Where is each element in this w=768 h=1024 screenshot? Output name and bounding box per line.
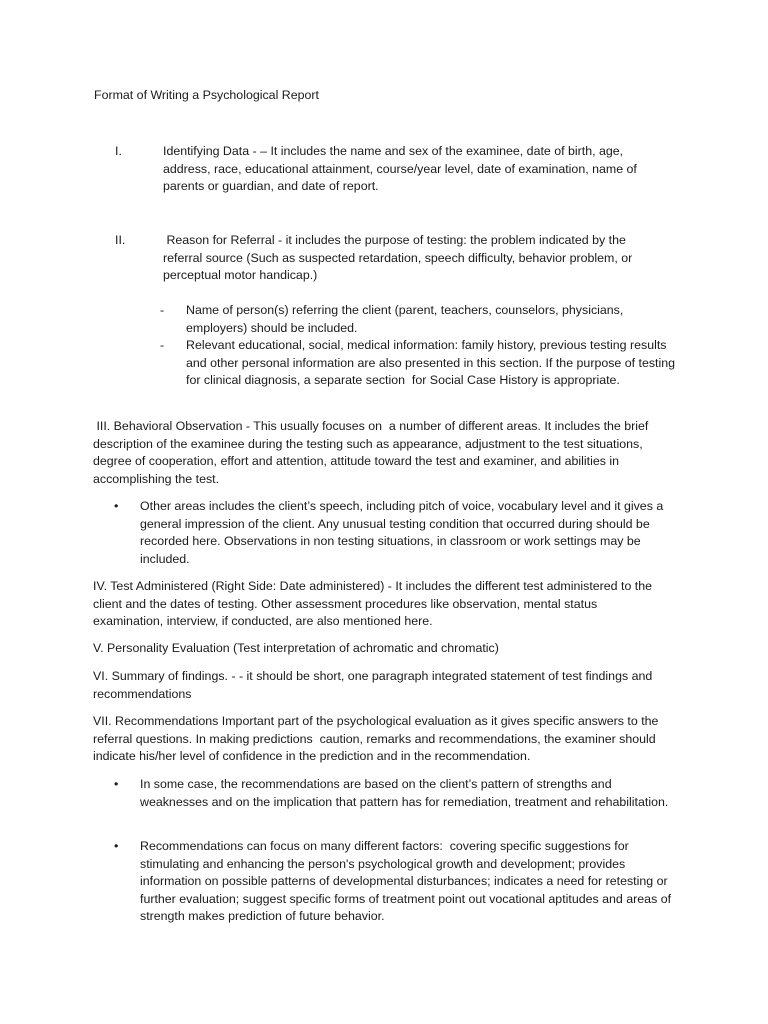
section-behavioral-observation: III. Behavioral Observation - This usually focuses on a number of different areas. It includes the brief description of the examinee during the testing such as appearance, adjustment to the test situations, degree of cooperation, effort and attention, attitude toward the test and examiner, and abilities in accomplishing the test. <box>93 419 652 486</box>
dash-marker: - <box>160 338 165 352</box>
bullet-marker: • <box>114 839 119 853</box>
section-text: Reason for Referral - it includes the purpose of testing: the problem indicated by the referral source (Such as suspected retardation, speech difficulty, behavior problem, or perceptual motor handicap.) <box>163 233 636 282</box>
section-text: Identifying Data - – It includes the name and sex of the examinee, date of birth, age, address, race, educational attainment, course/year level, date of examination, name of parents or guardian, and date of report. <box>163 144 637 193</box>
section-recommendations: VII. Recommendations Important part of the psychological evaluation as it gives specific answers to the referral questions. In making predictions caution, remarks and recommendations, the examiner should indicate his/her level of confidence in the prediction and in the recommendation. <box>93 714 662 763</box>
section-test-administered: IV. Test Administered (Right Side: Date administered) - It includes the different test administered to the client and the dates of testing. Other assessment procedures like observation, mental status examination, interview, if conducted, are also mentioned here. <box>93 579 653 628</box>
section-summary-of-findings: VI. Summary of findings. - - it should be short, one paragraph integrated statement of test findings and recommendations <box>93 669 653 701</box>
list-item-text: Relevant educational, social, medical information: family history, previous testing results and other personal information are also presented in this section. If the purpose of testing for clinical diagnosis, a separate section for Social Case History is appropriate. <box>186 338 679 387</box>
list-item-text: Recommendations can focus on many different factors: covering specific suggestions for stimulating and enhancing the person's psychological growth and development; provides information on possible patterns of developmental disturbances; indicates a need for retesting or further evaluation; suggest specific forms of treatment point out vocational aptitudes and areas of strength makes prediction of future behavior. <box>140 839 675 923</box>
section-personality-evaluation: V. Personality Evaluation (Test interpretation of achromatic and chromatic) <box>93 641 499 655</box>
list-item-text: Name of person(s) referring the client (parent, teachers, counselors, physicians, employers) should be included. <box>186 303 624 335</box>
section-numeral: I. <box>115 144 122 158</box>
dash-marker: - <box>160 303 165 317</box>
bullet-marker: • <box>114 777 119 791</box>
section-numeral: II. <box>115 233 126 247</box>
bullet-marker: • <box>114 499 119 513</box>
list-item-text: Other areas includes the client’s speech, including pitch of voice, vocabulary level and it gives a general impression of the client. Any unusual testing condition that occurred during should be recorded here. Observations in non testing situations, in classroom or work settings may be included. <box>140 499 664 566</box>
document-title: Format of Writing a Psychological Report <box>94 88 319 102</box>
list-item-text: In some case, the recommendations are based on the client’s pattern of strengths and weaknesses and on the implication that pattern has for remediation, treatment and rehabilitation. <box>140 777 669 809</box>
